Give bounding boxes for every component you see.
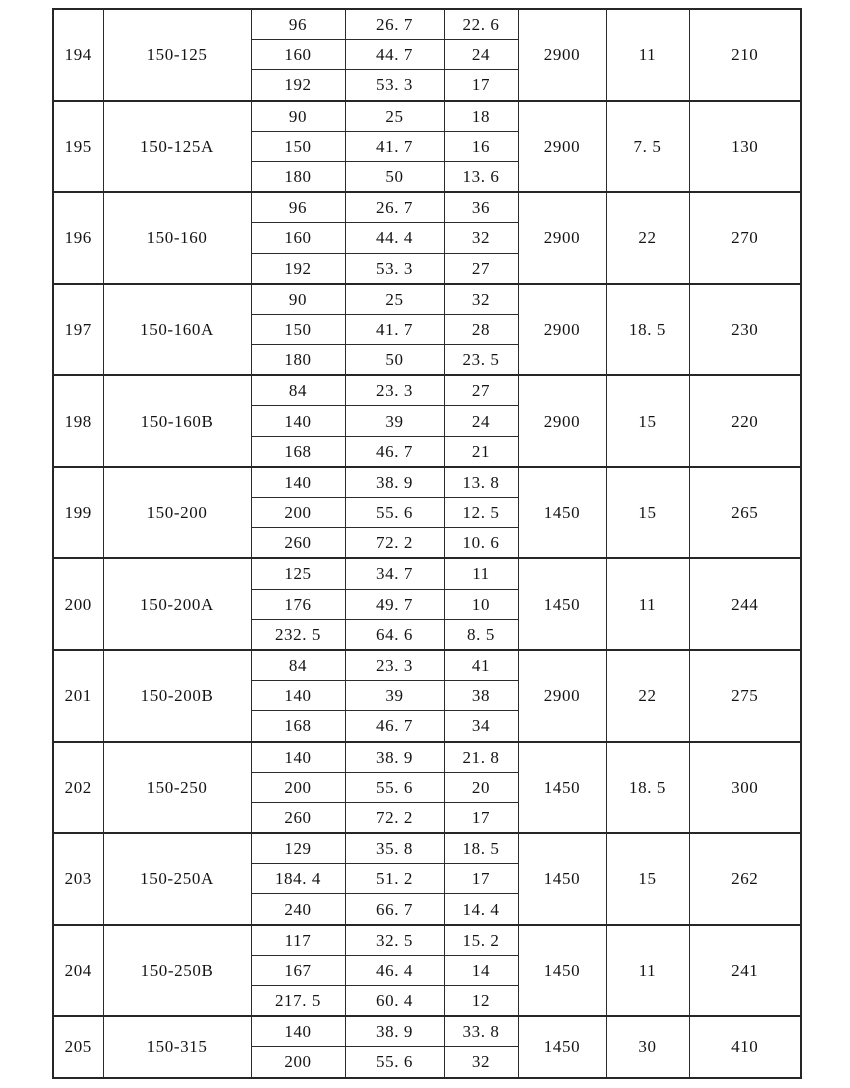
- flow-m3h-cell: 90: [251, 101, 345, 132]
- model-cell: 150-160B: [103, 375, 251, 467]
- weight-cell: 265: [689, 467, 801, 559]
- flow-m3h-cell: 96: [251, 192, 345, 223]
- flow-ls-cell: 39: [345, 681, 444, 711]
- head-cell: 14: [444, 955, 518, 985]
- power-cell: 15: [606, 375, 689, 467]
- head-cell: 10: [444, 589, 518, 619]
- flow-m3h-cell: 168: [251, 436, 345, 467]
- table-row: [53, 284, 801, 315]
- power-cell: 15: [606, 467, 689, 559]
- speed-cell: 1450: [518, 925, 606, 1017]
- flow-ls-cell: 60. 4: [345, 986, 444, 1017]
- weight-cell: 275: [689, 650, 801, 742]
- flow-m3h-cell: 84: [251, 375, 345, 406]
- flow-ls-cell: 39: [345, 406, 444, 436]
- speed-cell: 2900: [518, 192, 606, 284]
- flow-m3h-cell: 192: [251, 70, 345, 101]
- table-row: [53, 833, 801, 864]
- flow-ls-cell: 46. 7: [345, 436, 444, 467]
- power-cell: 11: [606, 558, 689, 650]
- head-cell: 10. 6: [444, 528, 518, 559]
- flow-m3h-cell: 192: [251, 253, 345, 284]
- flow-m3h-cell: 200: [251, 772, 345, 802]
- power-cell: 18. 5: [606, 284, 689, 376]
- flow-ls-cell: 25: [345, 284, 444, 315]
- head-cell: 24: [444, 40, 518, 70]
- head-cell: 17: [444, 864, 518, 894]
- table-row: [53, 1016, 801, 1047]
- head-cell: 41: [444, 650, 518, 681]
- model-cell: 150-315: [103, 1016, 251, 1077]
- flow-ls-cell: 46. 7: [345, 711, 444, 742]
- flow-m3h-cell: 140: [251, 742, 345, 773]
- flow-ls-cell: 44. 4: [345, 223, 444, 253]
- model-cell: 150-250A: [103, 833, 251, 925]
- flow-ls-cell: 44. 7: [345, 40, 444, 70]
- flow-ls-cell: 64. 6: [345, 619, 444, 650]
- head-cell: 14. 4: [444, 894, 518, 925]
- speed-cell: 1450: [518, 1016, 606, 1077]
- model-cell: 150-200: [103, 467, 251, 559]
- head-cell: 21: [444, 436, 518, 467]
- speed-cell: 2900: [518, 101, 606, 193]
- row-number-cell: 202: [53, 742, 103, 834]
- table-row: [53, 375, 801, 406]
- flow-m3h-cell: 150: [251, 131, 345, 161]
- flow-m3h-cell: 140: [251, 681, 345, 711]
- flow-m3h-cell: 240: [251, 894, 345, 925]
- head-cell: 13. 6: [444, 161, 518, 192]
- flow-ls-cell: 50: [345, 161, 444, 192]
- weight-cell: 210: [689, 9, 801, 101]
- flow-ls-cell: 50: [345, 345, 444, 376]
- weight-cell: 270: [689, 192, 801, 284]
- model-cell: 150-160: [103, 192, 251, 284]
- speed-cell: 2900: [518, 375, 606, 467]
- head-cell: 22. 6: [444, 9, 518, 40]
- flow-ls-cell: 51. 2: [345, 864, 444, 894]
- flow-ls-cell: 26. 7: [345, 9, 444, 40]
- head-cell: 17: [444, 802, 518, 833]
- row-number-cell: 205: [53, 1016, 103, 1077]
- row-number-cell: 199: [53, 467, 103, 559]
- head-cell: 36: [444, 192, 518, 223]
- flow-ls-cell: 55. 6: [345, 498, 444, 528]
- flow-ls-cell: 25: [345, 101, 444, 132]
- power-cell: 18. 5: [606, 742, 689, 834]
- flow-m3h-cell: 160: [251, 223, 345, 253]
- head-cell: 18: [444, 101, 518, 132]
- row-number-cell: 196: [53, 192, 103, 284]
- model-cell: 150-250B: [103, 925, 251, 1017]
- flow-ls-cell: 41. 7: [345, 314, 444, 344]
- weight-cell: 230: [689, 284, 801, 376]
- flow-ls-cell: 55. 6: [345, 1047, 444, 1078]
- flow-ls-cell: 53. 3: [345, 70, 444, 101]
- flow-m3h-cell: 125: [251, 558, 345, 589]
- model-cell: 150-250: [103, 742, 251, 834]
- head-cell: 8. 5: [444, 619, 518, 650]
- row-number-cell: 194: [53, 9, 103, 101]
- flow-ls-cell: 38. 9: [345, 467, 444, 498]
- weight-cell: 244: [689, 558, 801, 650]
- speed-cell: 2900: [518, 650, 606, 742]
- flow-m3h-cell: 90: [251, 284, 345, 315]
- model-cell: 150-125: [103, 9, 251, 101]
- weight-cell: 130: [689, 101, 801, 193]
- flow-m3h-cell: 167: [251, 955, 345, 985]
- power-cell: 11: [606, 925, 689, 1017]
- flow-ls-cell: 55. 6: [345, 772, 444, 802]
- flow-m3h-cell: 117: [251, 925, 345, 956]
- flow-m3h-cell: 140: [251, 1016, 345, 1047]
- flow-ls-cell: 23. 3: [345, 375, 444, 406]
- row-number-cell: 197: [53, 284, 103, 376]
- power-cell: 22: [606, 192, 689, 284]
- head-cell: 18. 5: [444, 833, 518, 864]
- head-cell: 33. 8: [444, 1016, 518, 1047]
- pump-spec-table: [52, 8, 802, 1079]
- speed-cell: 2900: [518, 9, 606, 101]
- head-cell: 21. 8: [444, 742, 518, 773]
- flow-ls-cell: 26. 7: [345, 192, 444, 223]
- head-cell: 20: [444, 772, 518, 802]
- flow-m3h-cell: 84: [251, 650, 345, 681]
- head-cell: 27: [444, 375, 518, 406]
- flow-m3h-cell: 260: [251, 802, 345, 833]
- flow-ls-cell: 23. 3: [345, 650, 444, 681]
- row-number-cell: 204: [53, 925, 103, 1017]
- flow-ls-cell: 32. 5: [345, 925, 444, 956]
- table-row: [53, 650, 801, 681]
- head-cell: 13. 8: [444, 467, 518, 498]
- flow-ls-cell: 49. 7: [345, 589, 444, 619]
- table-row: [53, 925, 801, 956]
- weight-cell: 241: [689, 925, 801, 1017]
- row-number-cell: 203: [53, 833, 103, 925]
- flow-ls-cell: 38. 9: [345, 742, 444, 773]
- head-cell: 17: [444, 70, 518, 101]
- table-row: [53, 101, 801, 132]
- table-row: [53, 9, 801, 40]
- head-cell: 16: [444, 131, 518, 161]
- flow-ls-cell: 72. 2: [345, 528, 444, 559]
- head-cell: 32: [444, 1047, 518, 1078]
- head-cell: 34: [444, 711, 518, 742]
- head-cell: 12. 5: [444, 498, 518, 528]
- weight-cell: 410: [689, 1016, 801, 1077]
- head-cell: 38: [444, 681, 518, 711]
- flow-ls-cell: 41. 7: [345, 131, 444, 161]
- power-cell: 7. 5: [606, 101, 689, 193]
- speed-cell: 1450: [518, 467, 606, 559]
- head-cell: 32: [444, 223, 518, 253]
- model-cell: 150-200B: [103, 650, 251, 742]
- weight-cell: 262: [689, 833, 801, 925]
- row-number-cell: 200: [53, 558, 103, 650]
- flow-m3h-cell: 260: [251, 528, 345, 559]
- table-row: [53, 742, 801, 773]
- flow-m3h-cell: 129: [251, 833, 345, 864]
- speed-cell: 2900: [518, 284, 606, 376]
- head-cell: 27: [444, 253, 518, 284]
- flow-m3h-cell: 184. 4: [251, 864, 345, 894]
- speed-cell: 1450: [518, 742, 606, 834]
- model-cell: 150-160A: [103, 284, 251, 376]
- flow-m3h-cell: 176: [251, 589, 345, 619]
- flow-ls-cell: 66. 7: [345, 894, 444, 925]
- flow-ls-cell: 46. 4: [345, 955, 444, 985]
- row-number-cell: 198: [53, 375, 103, 467]
- power-cell: 11: [606, 9, 689, 101]
- flow-m3h-cell: 180: [251, 161, 345, 192]
- flow-m3h-cell: 180: [251, 345, 345, 376]
- flow-m3h-cell: 140: [251, 406, 345, 436]
- power-cell: 30: [606, 1016, 689, 1077]
- head-cell: 15. 2: [444, 925, 518, 956]
- table-row: [53, 467, 801, 498]
- flow-ls-cell: 72. 2: [345, 802, 444, 833]
- flow-ls-cell: 53. 3: [345, 253, 444, 284]
- speed-cell: 1450: [518, 833, 606, 925]
- table-row: [53, 558, 801, 589]
- power-cell: 22: [606, 650, 689, 742]
- model-cell: 150-125A: [103, 101, 251, 193]
- flow-m3h-cell: 150: [251, 314, 345, 344]
- head-cell: 12: [444, 986, 518, 1017]
- table-row: [53, 192, 801, 223]
- flow-m3h-cell: 168: [251, 711, 345, 742]
- head-cell: 23. 5: [444, 345, 518, 376]
- head-cell: 32: [444, 284, 518, 315]
- power-cell: 15: [606, 833, 689, 925]
- flow-ls-cell: 38. 9: [345, 1016, 444, 1047]
- flow-m3h-cell: 160: [251, 40, 345, 70]
- flow-m3h-cell: 217. 5: [251, 986, 345, 1017]
- flow-m3h-cell: 96: [251, 9, 345, 40]
- flow-ls-cell: 34. 7: [345, 558, 444, 589]
- model-cell: 150-200A: [103, 558, 251, 650]
- flow-ls-cell: 35. 8: [345, 833, 444, 864]
- speed-cell: 1450: [518, 558, 606, 650]
- weight-cell: 300: [689, 742, 801, 834]
- head-cell: 28: [444, 314, 518, 344]
- row-number-cell: 195: [53, 101, 103, 193]
- head-cell: 24: [444, 406, 518, 436]
- head-cell: 11: [444, 558, 518, 589]
- flow-m3h-cell: 140: [251, 467, 345, 498]
- flow-m3h-cell: 200: [251, 1047, 345, 1078]
- flow-m3h-cell: 200: [251, 498, 345, 528]
- weight-cell: 220: [689, 375, 801, 467]
- row-number-cell: 201: [53, 650, 103, 742]
- pump-table-body: [53, 9, 801, 1078]
- flow-m3h-cell: 232. 5: [251, 619, 345, 650]
